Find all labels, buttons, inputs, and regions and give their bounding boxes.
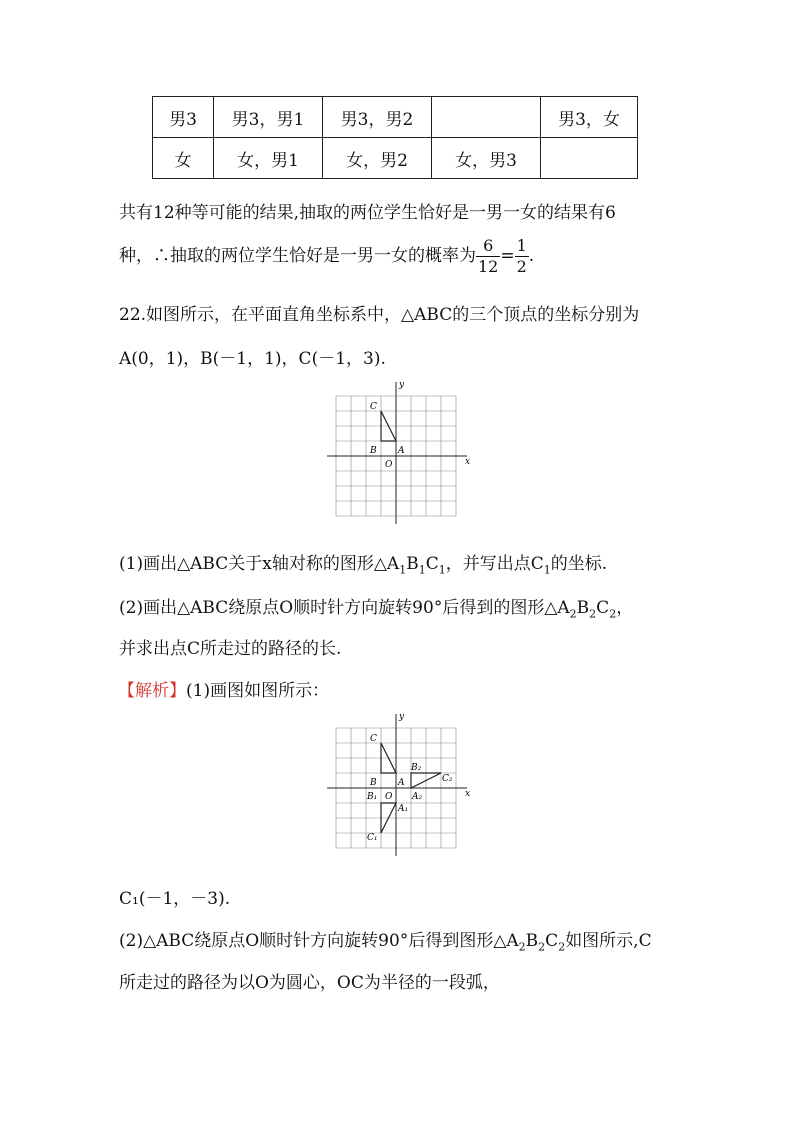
outcome-table [152,96,638,179]
table-cell: 男3，男1 [214,97,323,138]
analysis-text: (1)画图如图所示： [186,681,330,701]
table-cell: 男3，女 [541,97,638,138]
table-cell: 女 [153,138,214,179]
subscript: 1 [399,563,407,577]
subscript: 1 [438,563,446,577]
point-b-label: B [370,446,377,456]
point-a2-label: A₂ [412,792,423,802]
answer-c1-coordinates: C₁(－1，－3). [119,889,231,909]
question-22-line1: 22.如图所示，在平面直角坐标系中，△ABC的三个顶点的坐标分别为 [119,305,640,325]
table-cell [432,97,541,138]
origin-label: O [385,792,393,802]
point-a-label: A [398,446,405,456]
text-run: C [545,931,559,951]
probability-text-line1: 共有12种等可能的结果,抽取的两位学生恰好是一男一女的结果有6 [119,203,616,223]
subscript: 1 [543,563,551,577]
point-b-label: B [370,778,377,788]
text-run: C [596,598,610,618]
text-run: B [525,931,539,951]
text-run: (1)画出△ABC关于x轴对称的图形△A [119,554,400,574]
point-b2-label: B₂ [411,763,422,773]
fraction-denominator: 12 [478,257,499,276]
part-2-solution-line1 [119,926,652,953]
part-2-solution-line2: 所走过的路径为以O为圆心，OC为半径的一段弧， [119,973,500,993]
text-run: (2)△ABC绕原点O顺时针方向旋转90°后得到图形△A [119,931,519,951]
y-axis-label: y [399,380,405,390]
point-b1-label: B₁ [367,792,378,802]
coordinate-grid-figure-1 [325,378,475,528]
fraction-1-2 [515,236,529,277]
subscript: 2 [558,940,566,954]
point-c1-label: C₁ [367,833,378,843]
probability-text-line2 [119,236,534,277]
analysis-tag: 【解析】 [118,681,186,701]
text-run: B [406,554,419,574]
table-cell [541,138,638,179]
fraction-numerator: 1 [516,236,527,255]
subscript: 1 [418,563,426,577]
part-2-question [119,593,633,620]
point-c-label: C [370,734,377,744]
y-axis-label: y [399,712,405,722]
table-cell: 男3，男2 [323,97,432,138]
table-row [153,138,638,179]
text-run: 如图所示,C [565,931,652,951]
point-c-label: C [370,402,377,412]
equals-sign: = [500,246,515,266]
text-run: B [576,598,590,618]
table-cell: 女，男2 [323,138,432,179]
table-cell: 男3 [153,97,214,138]
subscript: 2 [518,940,526,954]
fraction-6-12 [476,236,500,277]
part-2-question-line2: 并求出点C所走过的路径的长. [119,639,342,659]
subscript: 2 [538,940,546,954]
point-c2-label: C₂ [442,774,453,784]
text-run: ， [616,598,634,618]
text-run: 的坐标. [550,554,608,574]
text-run: ，并写出点C [445,554,544,574]
x-axis-label: x [465,457,471,467]
probability-text: 种，∴抽取的两位学生恰好是一男一女的概率为 [119,246,476,266]
point-a-label: A [398,778,405,788]
coordinate-grid-figure-2 [325,710,475,860]
analysis-line [118,676,329,701]
fraction-denominator: 2 [516,257,527,276]
point-a1-label: A₁ [398,804,409,814]
x-axis-label: x [465,789,471,799]
origin-label: O [385,460,393,470]
text-run: C [425,554,439,574]
table-cell: 女，男1 [214,138,323,179]
subscript: 2 [569,607,577,621]
period: . [528,246,535,266]
fraction-numerator: 6 [476,236,500,257]
table-row [153,97,638,138]
table-cell: 女，男3 [432,138,541,179]
subscript: 2 [609,607,617,621]
part-1-question [119,549,607,576]
subscript: 2 [589,607,597,621]
question-22-line2: A(0，1)，B(－1，1)，C(－1，3). [119,349,386,369]
text-run: (2)画出△ABC绕原点O顺时针方向旋转90°后得到的图形△A [119,598,570,618]
